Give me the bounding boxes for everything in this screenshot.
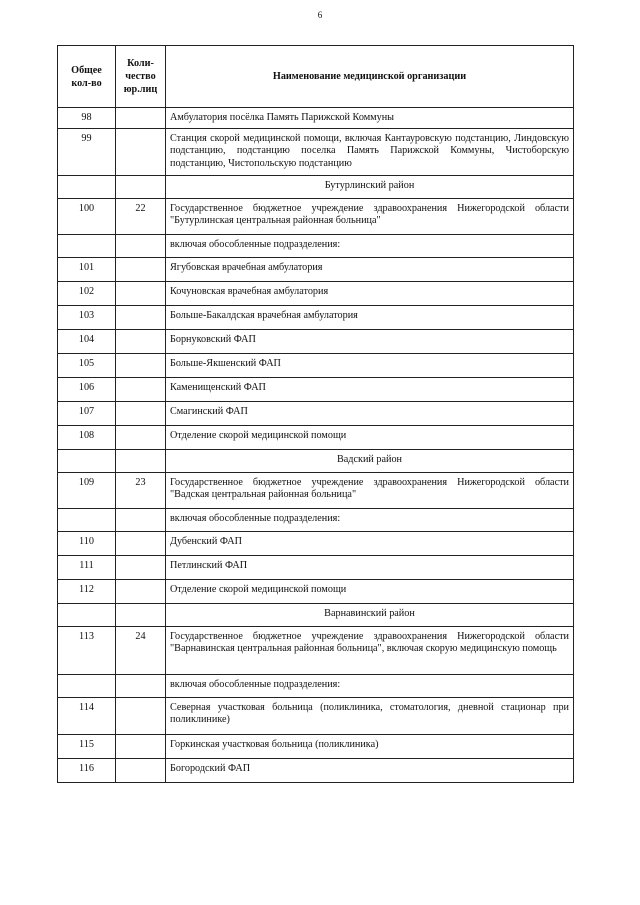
row-legal-count-cell — [116, 176, 166, 199]
header-legal-entities-line1: Коли- — [127, 58, 154, 69]
organization-name: Северная участковая больница (поликлиника, стоматология, дневной стационар при поликлинике) — [166, 698, 574, 735]
organization-name: Ягубовская врачебная амбулатория — [166, 258, 574, 282]
row-legal-count: 22 — [116, 199, 166, 235]
row-number: 103 — [58, 306, 116, 330]
row-number-cell — [58, 176, 116, 199]
header-organization-name: Наименование медицинской организации — [166, 46, 574, 108]
row-number-cell — [58, 450, 116, 473]
row-legal-count — [116, 330, 166, 354]
table-row — [58, 235, 574, 258]
row-legal-count — [116, 282, 166, 306]
table-row — [58, 556, 574, 580]
row-legal-count — [116, 354, 166, 378]
district-name: Варнавинский район — [166, 604, 574, 627]
table-row — [58, 627, 574, 675]
page-number: 6 — [317, 10, 323, 20]
organization-name: Смагинский ФАП — [166, 402, 574, 426]
row-number — [58, 675, 116, 698]
row-legal-count — [116, 759, 166, 783]
row-number: 114 — [58, 698, 116, 735]
row-legal-count — [116, 556, 166, 580]
row-number: 111 — [58, 556, 116, 580]
table-row — [58, 509, 574, 532]
row-legal-count — [116, 378, 166, 402]
row-number: 109 — [58, 473, 116, 509]
row-legal-count — [116, 402, 166, 426]
table-row — [58, 402, 574, 426]
row-number: 99 — [58, 129, 116, 176]
organization-name: Больше-Якшенский ФАП — [166, 354, 574, 378]
organization-name: Больше-Бакалдская врачебная амбулатория — [166, 306, 574, 330]
table-row — [58, 258, 574, 282]
district-row — [58, 450, 574, 473]
row-number: 100 — [58, 199, 116, 235]
organization-name: Отделение скорой медицинской помощи — [166, 580, 574, 604]
organization-name: Богородский ФАП — [166, 759, 574, 783]
district-name: Бутурлинский район — [166, 176, 574, 199]
organization-name: Государственное бюджетное учреждение здравоохранения Нижегородской области "Вадская центральная районная больница" — [166, 473, 574, 509]
organization-name: включая обособленные подразделения: — [166, 509, 574, 532]
table-row — [58, 698, 574, 735]
row-legal-count — [116, 129, 166, 176]
row-legal-count — [116, 580, 166, 604]
medical-organizations-table — [57, 45, 574, 783]
row-number — [58, 509, 116, 532]
organization-name: Дубенский ФАП — [166, 532, 574, 556]
table-row — [58, 580, 574, 604]
row-legal-count — [116, 675, 166, 698]
organization-name: включая обособленные подразделения: — [166, 235, 574, 258]
table-row — [58, 759, 574, 783]
organization-name: Борнуковский ФАП — [166, 330, 574, 354]
row-legal-count — [116, 426, 166, 450]
row-legal-count — [116, 258, 166, 282]
row-number: 102 — [58, 282, 116, 306]
table-row — [58, 306, 574, 330]
district-row — [58, 604, 574, 627]
organization-name: Отделение скорой медицинской помощи — [166, 426, 574, 450]
table-row — [58, 532, 574, 556]
table-row — [58, 735, 574, 759]
organization-name: Станция скорой медицинской помощи, включая Кантауровскую подстанцию, Линдовскую подстанцию, подстанцию поселка Память Парижской Коммуны, Чистоборскую подстанцию, Чистопольскую подстанцию — [166, 129, 574, 176]
organization-name: Горкинская участковая больница (поликлиника) — [166, 735, 574, 759]
row-number: 107 — [58, 402, 116, 426]
row-legal-count-cell — [116, 604, 166, 627]
table-row — [58, 330, 574, 354]
row-number: 116 — [58, 759, 116, 783]
table-header-row — [58, 46, 574, 108]
row-number: 101 — [58, 258, 116, 282]
header-legal-entities-line3: юр.лиц — [123, 84, 158, 95]
row-legal-count: 23 — [116, 473, 166, 509]
table-row — [58, 675, 574, 698]
district-name: Вадский район — [166, 450, 574, 473]
organization-name: Каменищенский ФАП — [166, 378, 574, 402]
row-legal-count — [116, 306, 166, 330]
row-legal-count-cell — [116, 450, 166, 473]
row-legal-count — [116, 698, 166, 735]
header-total-count-line1: Общее — [71, 64, 102, 76]
row-legal-count — [116, 509, 166, 532]
organization-name: Амбулатория посёлка Память Парижской Коммуны — [166, 108, 574, 129]
organization-name: включая обособленные подразделения: — [166, 675, 574, 698]
organization-name: Государственное бюджетное учреждение здравоохранения Нижегородской области "Бутурлинская центральная районная больница" — [166, 199, 574, 235]
organization-name: Кочуновская врачебная амбулатория — [166, 282, 574, 306]
table-row — [58, 108, 574, 129]
row-number: 104 — [58, 330, 116, 354]
row-legal-count — [116, 735, 166, 759]
row-number: 105 — [58, 354, 116, 378]
row-number-cell — [58, 604, 116, 627]
organization-name: Петлинский ФАП — [166, 556, 574, 580]
table-row — [58, 354, 574, 378]
row-number: 98 — [58, 108, 116, 129]
row-number — [58, 235, 116, 258]
table-row — [58, 473, 574, 509]
row-legal-count — [116, 235, 166, 258]
row-number: 113 — [58, 627, 116, 675]
header-total-count-line2: кол-во — [71, 77, 102, 89]
district-row — [58, 176, 574, 199]
organization-name: Государственное бюджетное учреждение здравоохранения Нижегородской области "Варнавинская центральная районная больница", включая скорую медицинскую помощь — [166, 627, 574, 675]
table-row — [58, 426, 574, 450]
row-number: 110 — [58, 532, 116, 556]
row-number: 112 — [58, 580, 116, 604]
table-row — [58, 378, 574, 402]
row-legal-count: 24 — [116, 627, 166, 675]
row-legal-count — [116, 532, 166, 556]
row-number: 108 — [58, 426, 116, 450]
table-row — [58, 129, 574, 176]
table-row — [58, 282, 574, 306]
header-legal-entities-line2: чество — [125, 71, 156, 82]
row-legal-count — [116, 108, 166, 129]
header-total-count — [58, 46, 116, 108]
header-legal-entities — [116, 46, 166, 108]
row-number: 115 — [58, 735, 116, 759]
table-row — [58, 199, 574, 235]
row-number: 106 — [58, 378, 116, 402]
